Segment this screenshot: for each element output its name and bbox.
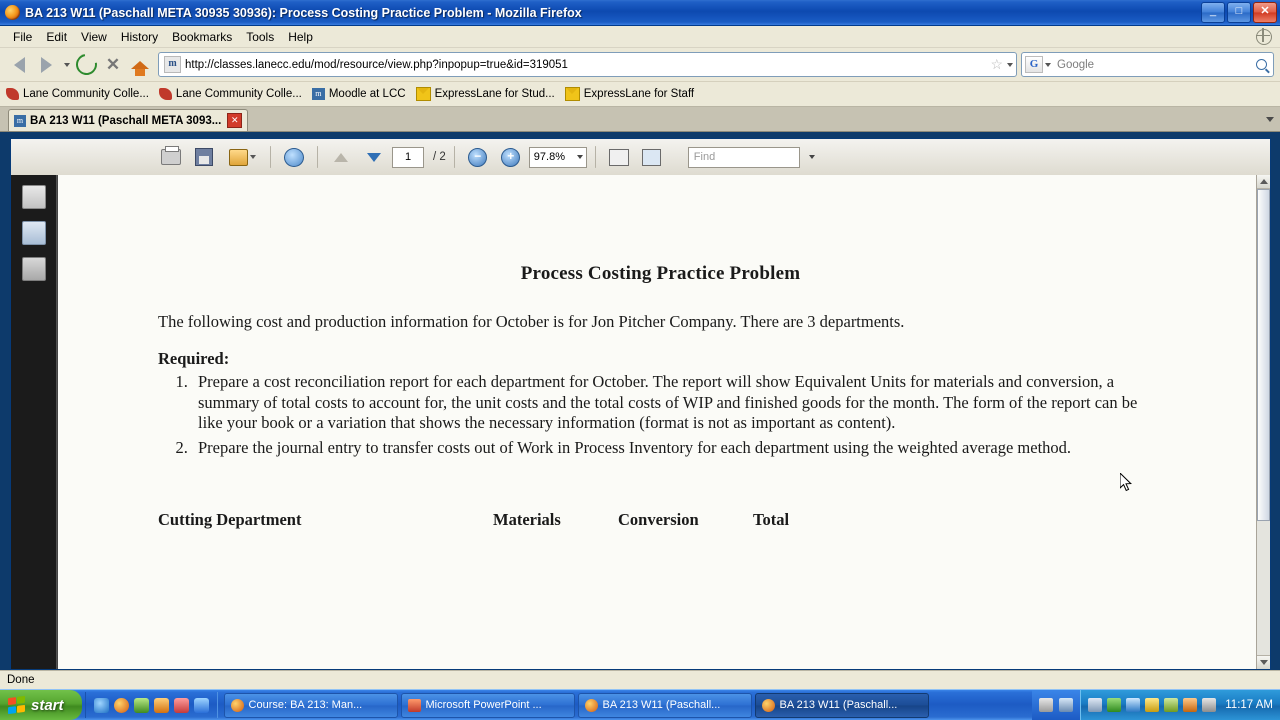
- printer-icon: [161, 149, 181, 165]
- bookmark-lane-community-college-2[interactable]: [159, 88, 302, 100]
- browser-content: [0, 132, 1280, 670]
- chevron-down-icon[interactable]: [1007, 63, 1013, 67]
- menu-item-bookmarks[interactable]: Bookmarks: [172, 29, 233, 44]
- fit-page-button[interactable]: [637, 143, 667, 171]
- windows-flag-icon: [8, 696, 25, 714]
- pages-panel-icon[interactable]: [22, 185, 46, 209]
- fit-width-icon: [609, 149, 629, 166]
- chevron-down-icon: [64, 63, 70, 67]
- table-col-materials: Materials: [493, 510, 561, 529]
- tab-close-icon[interactable]: ✕: [227, 113, 242, 128]
- toolbar-separator: [270, 146, 271, 168]
- stop-button[interactable]: [100, 52, 126, 78]
- save-button[interactable]: [189, 143, 219, 171]
- bookmark-label: ExpressLane for Staff: [583, 88, 695, 100]
- bookmark-expresslane-for-staff[interactable]: [565, 87, 694, 101]
- explorer-icon[interactable]: [194, 698, 209, 713]
- leaf-icon: [159, 88, 172, 100]
- menu-item-history[interactable]: History: [120, 29, 159, 44]
- arrow-up-icon: [334, 153, 348, 162]
- chevron-down-icon: [1266, 117, 1274, 122]
- taskbar: [0, 689, 1280, 720]
- scrollbar-thumb[interactable]: [1257, 189, 1270, 521]
- task-label: Microsoft PowerPoint ...: [425, 699, 542, 711]
- toolbar-separator: [595, 146, 596, 168]
- moodle-icon: m: [14, 115, 26, 127]
- search-input[interactable]: Google: [1057, 58, 1095, 71]
- media-icon[interactable]: [134, 698, 149, 713]
- bookmark-expresslane-for-students[interactable]: [416, 87, 555, 101]
- floppy-disk-icon: [195, 148, 213, 166]
- fit-page-icon: [642, 149, 661, 166]
- find-input[interactable]: Find: [688, 147, 800, 168]
- bookmark-label: Moodle at LCC: [328, 88, 406, 100]
- url-text[interactable]: http://classes.lanecc.edu/mod/resource/view.php?inpopup=true&id=319051: [185, 58, 568, 71]
- battery-icon[interactable]: [1202, 698, 1216, 712]
- home-button[interactable]: [127, 52, 153, 78]
- toolbar-separator: [317, 146, 318, 168]
- address-bar[interactable]: [158, 52, 1017, 77]
- search-bar[interactable]: [1021, 52, 1274, 77]
- navigation-toolbar: [0, 48, 1280, 82]
- title-bar: [0, 0, 1280, 26]
- powerpoint-icon: [408, 699, 421, 712]
- bookmark-label: Lane Community Colle...: [23, 88, 149, 100]
- back-button[interactable]: [6, 52, 32, 78]
- zoom-level-value: 97.8%: [533, 150, 565, 163]
- menu-item-help[interactable]: Help: [288, 29, 313, 44]
- bookmark-moodle-at-lcc[interactable]: [312, 88, 406, 100]
- bookmark-label: Lane Community Colle...: [175, 88, 302, 100]
- network-icon[interactable]: [1059, 698, 1073, 712]
- firefox-icon: [231, 699, 244, 712]
- zoom-level-select[interactable]: [529, 147, 587, 168]
- globe-icon: [1256, 29, 1272, 45]
- bookmark-star-icon[interactable]: ☆: [990, 56, 1003, 72]
- document-required-label: Required:: [158, 349, 230, 368]
- window-title: BA 213 W11 (Paschall META 30935 30936): Process Costing Practice Problem - Mozilla Firefox: [25, 5, 582, 20]
- network-icon[interactable]: [1126, 698, 1140, 712]
- table-col-department: Cutting Department: [158, 510, 302, 529]
- tab-ba213-w11[interactable]: [8, 109, 248, 131]
- volume-icon[interactable]: [1088, 698, 1102, 712]
- menu-item-edit[interactable]: Edit: [46, 29, 68, 44]
- previous-view-button[interactable]: [279, 143, 309, 171]
- reload-icon: [71, 50, 100, 79]
- clock[interactable]: 11:17 AM: [1225, 699, 1273, 711]
- system-tray: [1080, 690, 1280, 720]
- forward-arrow-icon: [41, 57, 52, 73]
- firefox-icon: [762, 699, 775, 712]
- update-icon[interactable]: [1183, 698, 1197, 712]
- messenger-icon[interactable]: [174, 698, 189, 713]
- quick-launch-bar: [85, 692, 218, 718]
- back-arrow-icon: [14, 57, 25, 73]
- page-number-input[interactable]: 1: [392, 147, 424, 168]
- minimize-button[interactable]: _: [1201, 2, 1225, 23]
- tools-icon: [229, 149, 248, 166]
- search-icon[interactable]: [1256, 59, 1267, 70]
- document-intro: The following cost and production information for October is for Jon Pitcher Company. There are 3 departments.: [158, 312, 905, 331]
- print-button[interactable]: [156, 143, 186, 171]
- start-label: start: [31, 696, 64, 714]
- pdf-page: [58, 175, 1258, 669]
- pdf-toolbar: [11, 139, 1270, 176]
- z-icon[interactable]: [1145, 698, 1159, 712]
- scroll-up-button[interactable]: [1257, 175, 1270, 189]
- task-button-ba213-w11-1[interactable]: [578, 693, 752, 718]
- document-table-header: [158, 510, 1163, 530]
- forward-button[interactable]: [33, 52, 59, 78]
- document-title: Process Costing Practice Problem: [520, 263, 801, 284]
- bookmarks-panel-icon[interactable]: [22, 221, 46, 245]
- leaf-icon: [6, 88, 19, 100]
- task-label: BA 213 W11 (Paschall...: [602, 699, 721, 711]
- tools-button[interactable]: [222, 143, 262, 171]
- arrow-down-icon: [367, 153, 381, 162]
- next-page-button[interactable]: [359, 143, 389, 171]
- fit-width-button[interactable]: [604, 143, 634, 171]
- start-button[interactable]: [0, 690, 82, 720]
- scroll-down-button[interactable]: [1257, 655, 1270, 669]
- zoom-in-button[interactable]: [496, 143, 526, 171]
- attachments-panel-icon[interactable]: [22, 257, 46, 281]
- zoom-out-button[interactable]: [463, 143, 493, 171]
- site-favicon: m: [164, 56, 181, 73]
- firefox-icon: [585, 699, 598, 712]
- pdf-side-panel: [11, 175, 56, 669]
- list-item: 2. Prepare the journal entry to transfer costs out of Work in Process Inventory for each department using the weighted average method.: [192, 438, 1163, 459]
- table-col-total: Total: [753, 510, 790, 529]
- reload-button[interactable]: [73, 52, 99, 78]
- status-text: Done: [7, 674, 35, 686]
- moodle-icon: m: [312, 88, 325, 100]
- menu-item-file[interactable]: File: [13, 29, 33, 44]
- tab-list-menu[interactable]: [1266, 107, 1280, 131]
- document-requirements-list: [158, 372, 1163, 458]
- pdf-viewer: [10, 138, 1271, 670]
- chevron-down-icon[interactable]: [809, 155, 815, 159]
- tab-label: BA 213 W11 (Paschall META 3093...: [30, 114, 222, 127]
- zoom-in-icon: +: [501, 148, 520, 167]
- photo-icon[interactable]: [154, 698, 169, 713]
- close-icon: ✕: [105, 55, 121, 74]
- back-circle-icon: [284, 148, 304, 167]
- close-button[interactable]: ✕: [1253, 2, 1277, 23]
- home-icon: [131, 61, 149, 69]
- chevron-down-icon: [1260, 660, 1268, 665]
- bookmark-lane-community-college-1[interactable]: [6, 88, 149, 100]
- task-button-powerpoint[interactable]: [401, 693, 575, 718]
- pdf-page-area: [56, 175, 1270, 669]
- taskbar-extra-icons: [1032, 690, 1080, 720]
- chevron-down-icon: [577, 155, 583, 159]
- firefox-icon[interactable]: [114, 698, 129, 713]
- bookmark-label: ExpressLane for Stud...: [434, 88, 555, 100]
- menu-item-tools[interactable]: Tools: [246, 29, 275, 44]
- menu-bar: [0, 26, 1280, 48]
- task-label: BA 213 W11 (Paschall...: [779, 699, 898, 711]
- chevron-up-icon: [1260, 179, 1268, 184]
- pdf-vertical-scrollbar[interactable]: [1256, 175, 1270, 669]
- task-button-course-ba213[interactable]: [224, 693, 398, 718]
- google-icon[interactable]: G: [1025, 56, 1043, 73]
- keyboard-icon[interactable]: [1039, 698, 1053, 712]
- shield-icon[interactable]: [1107, 698, 1121, 712]
- nav-history-dropdown[interactable]: [60, 52, 72, 78]
- task-button-ba213-w11-2[interactable]: [755, 693, 929, 718]
- page-total-label: / 2: [433, 151, 446, 163]
- table-col-conversion: Conversion: [618, 510, 699, 529]
- mail-icon: [416, 87, 431, 101]
- taskbar-window-list: [218, 693, 1033, 718]
- status-bar: [0, 670, 1280, 689]
- zoom-out-icon: −: [468, 148, 487, 167]
- toolbar-separator: [454, 146, 455, 168]
- menu-bar-extra: [1256, 29, 1280, 45]
- z2-icon[interactable]: [1164, 698, 1178, 712]
- pdf-body: [11, 175, 1270, 669]
- list-item: 1. Prepare a cost reconciliation report for each department for October. The report will show Equivalent Units for materials and conversion, a summary of total costs to account for, the unit costs and the total costs of WIP and finished goods for the month. The form of the report can be like your book or a variation that shows the necessary information (format is not as important as content).: [192, 372, 1163, 434]
- window-controls: [1201, 2, 1280, 23]
- previous-page-button[interactable]: [326, 143, 356, 171]
- ie-icon[interactable]: [94, 698, 109, 713]
- mail-icon: [565, 87, 580, 101]
- bookmarks-toolbar: [0, 82, 1280, 107]
- menu-item-view[interactable]: View: [81, 29, 107, 44]
- firefox-icon: [5, 5, 21, 21]
- maximize-button[interactable]: □: [1227, 2, 1251, 23]
- tab-strip: [0, 107, 1280, 132]
- task-label: Course: BA 213: Man...: [248, 699, 363, 711]
- chevron-down-icon: [250, 155, 256, 159]
